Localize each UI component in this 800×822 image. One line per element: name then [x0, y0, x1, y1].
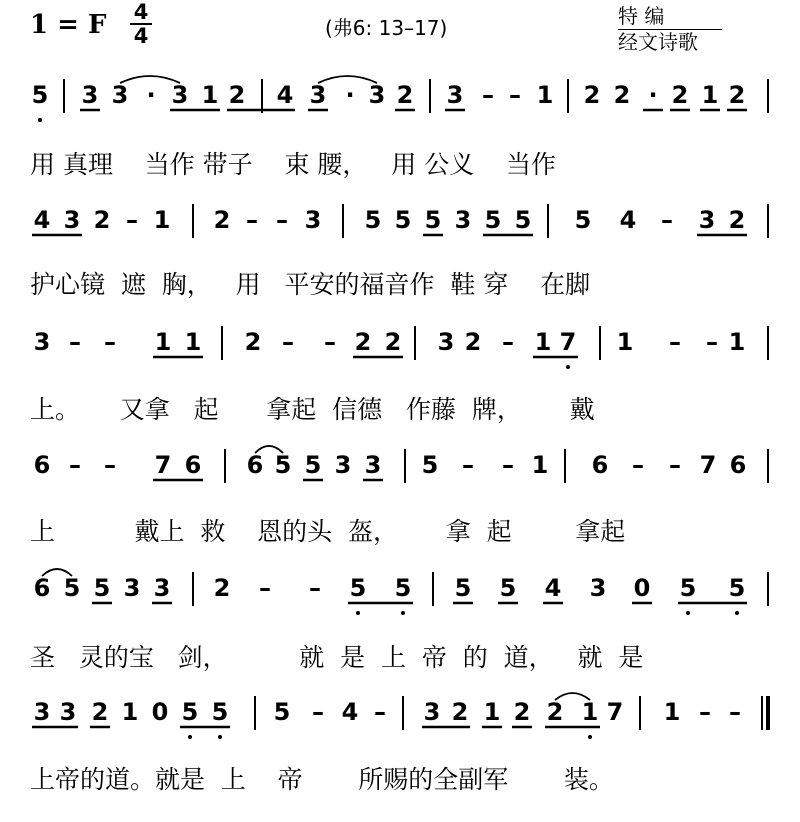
meter-denominator: 4 — [133, 24, 149, 48]
octave-dot-below — [218, 735, 222, 739]
octave-dot-below — [188, 735, 192, 739]
note: 1 — [201, 81, 219, 109]
note: 5 — [274, 451, 292, 479]
note: 2 — [513, 698, 531, 726]
note: 6 — [33, 451, 51, 479]
lyrics-line-5: 圣 灵的宝 剑， 就 是 上 帝 的 道， 就 是 — [30, 643, 644, 672]
dash-mark: – — [276, 206, 288, 234]
octave-dot-below — [38, 118, 42, 122]
note: 5 — [484, 206, 502, 234]
meter-numerator: 4 — [133, 0, 149, 24]
note: 5 — [349, 574, 367, 602]
dash-mark: – — [104, 328, 116, 356]
note: 5 — [63, 574, 81, 602]
note: 5 — [211, 698, 229, 726]
credit-source: 经文诗歌 — [618, 30, 698, 54]
note: 2 — [583, 81, 601, 109]
note: 4 — [33, 206, 51, 234]
dot-mark: · — [146, 81, 156, 109]
dash-mark: – — [312, 698, 324, 726]
note: 2 — [451, 698, 469, 726]
dot-mark: · — [648, 81, 658, 109]
dash-mark: – — [502, 328, 514, 356]
note: 7 — [559, 328, 577, 356]
note: 1 — [663, 698, 681, 726]
note: 3 — [454, 206, 472, 234]
note: 7 — [699, 451, 717, 479]
octave-dot-below — [566, 365, 570, 369]
note: 2 — [91, 698, 109, 726]
note: 6 — [591, 451, 609, 479]
note: 3 — [123, 574, 141, 602]
note: 5 — [424, 206, 442, 234]
note: 1 — [536, 81, 554, 109]
note: 1 — [184, 328, 202, 356]
note: 6 — [246, 451, 264, 479]
dash-mark: – — [509, 81, 521, 109]
dot-mark: · — [345, 81, 355, 109]
lyrics-line-3: 上。 又拿 起 拿起 信德 作藤 牌， 戴 — [30, 395, 595, 424]
note: 3 — [589, 574, 607, 602]
dash-mark: – — [309, 574, 321, 602]
note: 7 — [606, 698, 624, 726]
note: 6 — [33, 574, 51, 602]
note: 2 — [396, 81, 414, 109]
octave-dot-below — [401, 611, 405, 615]
note: 2 — [546, 698, 564, 726]
dash-mark: – — [324, 328, 336, 356]
note: 2 — [613, 81, 631, 109]
scripture-reference: (弗6: 13–17) — [325, 16, 448, 40]
note: 2 — [728, 206, 746, 234]
dash-mark: – — [632, 451, 644, 479]
lyrics-line-6: 上帝的道。就是 上 帝 所赐的全副军 装。 — [30, 765, 614, 794]
note: 2 — [728, 81, 746, 109]
note: 1 — [154, 328, 172, 356]
note: 4 — [341, 698, 359, 726]
octave-dot-below — [588, 735, 592, 739]
note: 5 — [394, 206, 412, 234]
note: 1 — [121, 698, 139, 726]
note: 1 — [701, 81, 719, 109]
note: 3 — [111, 81, 129, 109]
octave-dot-below — [735, 611, 739, 615]
octave-dot-below — [686, 611, 690, 615]
dash-mark: – — [69, 451, 81, 479]
note: 2 — [464, 328, 482, 356]
note: 3 — [81, 81, 99, 109]
note: 1 — [531, 451, 549, 479]
dash-mark: – — [706, 328, 718, 356]
dash-mark: – — [104, 451, 116, 479]
note: 3 — [63, 206, 81, 234]
note: 3 — [698, 206, 716, 234]
dash-mark: – — [729, 698, 741, 726]
dash-mark: – — [669, 328, 681, 356]
note: 2 — [384, 328, 402, 356]
dash-mark: – — [246, 206, 258, 234]
note: 0 — [151, 698, 169, 726]
note: 1 — [728, 328, 746, 356]
note: 5 — [181, 698, 199, 726]
note: 4 — [276, 81, 294, 109]
lyrics-line-4: 上 戴上 救 恩的头 盔， 拿 起 拿起 — [30, 517, 626, 546]
note: 1 — [483, 698, 501, 726]
dash-mark: – — [69, 328, 81, 356]
note: 4 — [544, 574, 562, 602]
note: 2 — [213, 206, 231, 234]
note: 4 — [619, 206, 637, 234]
note: 5 — [514, 206, 532, 234]
note: 3 — [423, 698, 441, 726]
dash-mark: – — [282, 328, 294, 356]
note: 5 — [454, 574, 472, 602]
lyrics-line-2: 护心镜 遮 胸， 用 平安的福音作 鞋 穿 在脚 — [30, 270, 591, 299]
note: 2 — [671, 81, 689, 109]
note: 7 — [154, 451, 172, 479]
note: 3 — [33, 698, 51, 726]
note: 3 — [334, 451, 352, 479]
note: 5 — [304, 451, 322, 479]
note: 3 — [309, 81, 327, 109]
note: 3 — [368, 81, 386, 109]
note: 2 — [354, 328, 372, 356]
note: 5 — [31, 81, 49, 109]
dash-mark: – — [661, 206, 673, 234]
note: 3 — [33, 328, 51, 356]
dash-mark: – — [482, 81, 494, 109]
octave-dot-below — [356, 611, 360, 615]
note: 6 — [729, 451, 747, 479]
note: 2 — [244, 328, 262, 356]
note: 3 — [304, 206, 322, 234]
dash-mark: – — [374, 698, 386, 726]
note: 5 — [574, 206, 592, 234]
note: 2 — [228, 81, 246, 109]
note: 5 — [728, 574, 746, 602]
credit-arranger: 特 编 — [618, 4, 722, 30]
note: 2 — [213, 574, 231, 602]
note: 3 — [437, 328, 455, 356]
dash-mark: – — [462, 451, 474, 479]
dash-mark: – — [259, 574, 271, 602]
note: 2 — [93, 206, 111, 234]
note: 6 — [184, 451, 202, 479]
note: 3 — [446, 81, 464, 109]
note: 1 — [581, 698, 599, 726]
note: 5 — [394, 574, 412, 602]
dash-mark: – — [669, 451, 681, 479]
note: 5 — [421, 451, 439, 479]
note: 1 — [153, 206, 171, 234]
note: 5 — [273, 698, 291, 726]
dash-mark: – — [502, 451, 514, 479]
note: 5 — [364, 206, 382, 234]
note: 3 — [153, 574, 171, 602]
note: 5 — [93, 574, 111, 602]
note: 3 — [364, 451, 382, 479]
note: 0 — [633, 574, 651, 602]
dash-mark: – — [699, 698, 711, 726]
key-signature: 1 = F — [30, 10, 107, 40]
note: 5 — [499, 574, 517, 602]
note: 3 — [59, 698, 77, 726]
note: 3 — [171, 81, 189, 109]
note: 5 — [679, 574, 697, 602]
lyrics-line-1: 用 真理 当作 带子 束 腰， 用 公义 当作 — [30, 150, 556, 179]
dash-mark: – — [126, 206, 138, 234]
note: 1 — [616, 328, 634, 356]
note: 1 — [534, 328, 552, 356]
